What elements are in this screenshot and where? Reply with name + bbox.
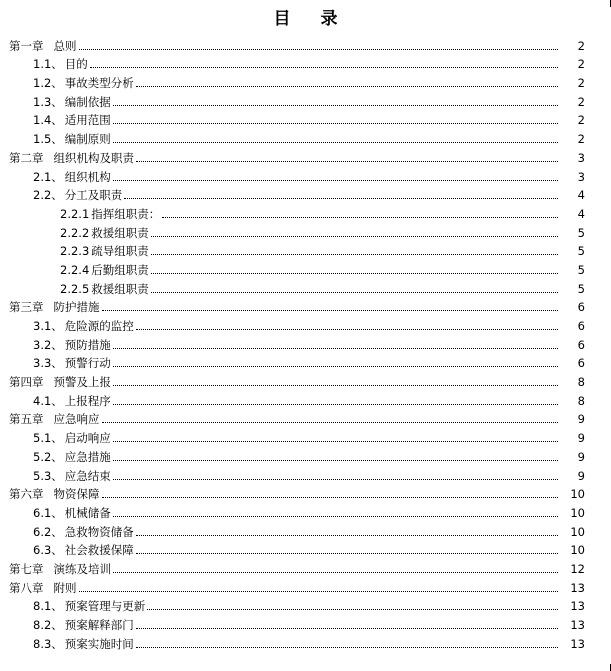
toc-page-number: 3: [577, 169, 585, 184]
toc-section-entry[interactable]: [0, 595, 611, 614]
toc-entry-number: 3.3、: [33, 356, 63, 371]
toc-entry-text: 适用范围: [64, 113, 111, 128]
toc-entry-text: 编制原则: [64, 132, 111, 147]
toc-dot-leader: [113, 441, 558, 442]
toc-section-entry[interactable]: [0, 165, 611, 184]
toc-page-number: 2: [577, 57, 585, 72]
toc-entry-text: 预案解释部门: [64, 618, 134, 632]
toc-section-entry[interactable]: [0, 389, 611, 408]
toc-dot-leader: [79, 591, 559, 592]
toc-page-number: 9: [577, 449, 585, 464]
toc-dot-leader: [147, 609, 558, 610]
toc-entry-text: 分工及职责: [64, 188, 123, 203]
toc-entry-label: [33, 319, 135, 333]
toc-page-number: 10: [570, 524, 585, 539]
toc-entry-label: [33, 170, 112, 184]
toc-section-entry[interactable]: [0, 314, 611, 333]
toc-subsection-entry[interactable]: [0, 277, 611, 296]
toc-entry-number: 2.2.1: [60, 206, 90, 221]
toc-chapter-entry[interactable]: [0, 146, 611, 165]
toc-dot-leader: [113, 460, 558, 461]
toc-dot-leader: [136, 647, 558, 648]
toc-entry-label: [9, 412, 101, 426]
toc-page-number: 10: [570, 487, 585, 502]
toc-entry-label: [60, 226, 150, 240]
toc-subsection-entry[interactable]: [0, 221, 611, 240]
toc-entry-text: 防护措施: [53, 300, 100, 315]
toc-entry-number: 2.2.2: [60, 225, 90, 240]
toc-entry-label: [60, 244, 150, 258]
toc-entry-number: 2.2.4: [60, 262, 90, 277]
toc-dot-leader: [79, 49, 559, 50]
toc-entry-label: [33, 469, 112, 483]
toc-entry-label: [9, 581, 78, 595]
toc-entry-label: [33, 599, 146, 613]
toc-entry-number: 第二章: [9, 150, 44, 165]
toc-dot-leader: [102, 422, 559, 423]
toc-entry-label: [33, 394, 112, 408]
toc-entry-number: 1.1、: [33, 57, 63, 72]
toc-entry-number: 6.2、: [33, 524, 63, 539]
toc-section-entry[interactable]: [0, 539, 611, 558]
toc-section-entry[interactable]: [0, 520, 611, 539]
toc-entry-text: 事故类型分析: [64, 76, 134, 91]
toc-section-entry[interactable]: [0, 445, 611, 464]
toc-dot-leader: [113, 348, 558, 349]
toc-page-number: 10: [570, 505, 585, 520]
toc-entry-label: [9, 151, 135, 165]
toc-section-entry[interactable]: [0, 127, 611, 146]
toc-entry-number: 3.1、: [33, 319, 63, 333]
toc-page-number: 4: [577, 188, 585, 203]
toc-page-number: 2: [577, 38, 585, 53]
toc-page-number: 2: [577, 132, 585, 147]
toc-page-number: 5: [577, 262, 585, 277]
toc-entry-number: 1.3、: [33, 94, 63, 109]
toc-page-number: 13: [570, 580, 585, 595]
toc-entry-label: [33, 338, 112, 352]
toc-chapter-entry[interactable]: [0, 296, 611, 315]
toc-section-entry[interactable]: [0, 501, 611, 520]
toc-page-number: 13: [570, 618, 585, 632]
toc-dot-leader: [124, 198, 558, 199]
toc-dot-leader: [113, 385, 558, 386]
toc-dot-leader: [113, 404, 558, 405]
toc-entry-text: 编制依据: [64, 94, 111, 109]
toc-page-number: 9: [577, 431, 585, 446]
toc-dot-leader: [136, 329, 558, 330]
toc-page-number: 5: [577, 281, 585, 296]
toc-entry-number: 1.5、: [33, 132, 63, 147]
toc-entry-label: [33, 95, 112, 109]
toc-entry-label: [33, 506, 112, 520]
toc-entry-label: [33, 525, 135, 539]
toc-entry-number: 5.1、: [33, 431, 63, 446]
toc-entry-number: 2.2.3: [60, 244, 90, 259]
toc-chapter-entry[interactable]: [0, 34, 611, 53]
toc-section-entry[interactable]: [0, 109, 611, 128]
toc-entry-label: [9, 487, 101, 501]
toc-entry-number: 4.1、: [33, 393, 63, 408]
toc-dot-leader: [113, 479, 558, 480]
toc-entry-number: 8.2、: [33, 618, 63, 632]
toc-entry-number: 第七章: [9, 561, 44, 576]
toc-entry-text: 救援组职责: [91, 225, 149, 240]
toc-entry-label: [9, 39, 78, 53]
toc-dot-leader: [113, 142, 558, 143]
toc-entry-label: [60, 282, 150, 296]
toc-dot-leader: [113, 123, 558, 124]
toc-entry-text: 启动响应: [64, 431, 111, 446]
toc-entry-text: 总则: [53, 38, 77, 53]
toc-page-number: 9: [577, 468, 585, 483]
toc-entry-label: [9, 375, 112, 389]
toc-subsection-entry[interactable]: [0, 258, 611, 277]
toc-dot-leader: [113, 516, 558, 517]
toc-entry-label: [60, 263, 150, 277]
toc-page-number: 4: [577, 206, 585, 221]
toc-list: [0, 34, 611, 651]
toc-dot-leader: [90, 67, 558, 68]
toc-page-number: 2: [577, 94, 585, 109]
toc-page-number: 9: [577, 412, 585, 427]
toc-subsection-entry[interactable]: [0, 202, 611, 221]
toc-entry-label: [60, 207, 161, 221]
toc-dot-leader: [136, 535, 558, 536]
toc-entry-label: [33, 618, 135, 632]
toc-page-number: 13: [570, 599, 585, 614]
toc-entry-number: 第六章: [9, 487, 44, 502]
toc-page-number: 13: [570, 636, 585, 651]
toc-entry-text: 应急结束: [64, 468, 111, 483]
toc-section-entry[interactable]: [0, 184, 611, 203]
toc-page-number: 8: [577, 393, 585, 408]
toc-entry-text: 预警及上报: [53, 375, 111, 390]
toc-entry-label: [33, 450, 112, 464]
toc-entry-label: [33, 57, 89, 71]
toc-chapter-entry[interactable]: [0, 408, 611, 427]
toc-entry-label: [33, 431, 112, 445]
toc-entry-number: 第一章: [9, 38, 44, 53]
toc-chapter-entry[interactable]: [0, 370, 611, 389]
toc-entry-number: 2.1、: [33, 169, 63, 184]
toc-page-number: 2: [577, 76, 585, 91]
toc-entry-text: 社会救援保障: [64, 543, 134, 558]
toc-chapter-entry[interactable]: [0, 483, 611, 502]
toc-page-number: 6: [577, 337, 585, 352]
toc-entry-text: 预防措施: [64, 337, 111, 352]
toc-chapter-entry[interactable]: [0, 576, 611, 595]
toc-entry-number: 6.1、: [33, 505, 63, 520]
toc-entry-label: [33, 76, 135, 90]
toc-entry-text: 救援组职责: [91, 281, 149, 296]
toc-entry-text: 预案实施时间: [64, 636, 134, 651]
toc-entry-text: 指挥组职责：: [91, 206, 161, 221]
toc-page-number: 12: [570, 561, 585, 576]
toc-entry-number: 5.2、: [33, 449, 63, 464]
toc-dot-leader: [136, 161, 558, 162]
toc-entry-text: 组织机构及职责: [53, 150, 134, 165]
toc-entry-text: 后勤组职责: [91, 262, 149, 277]
toc-dot-leader: [151, 236, 558, 237]
toc-entry-label: [33, 356, 112, 370]
toc-page-number: 10: [570, 543, 585, 558]
toc-entry-number: 6.3、: [33, 543, 63, 558]
toc-entry-label: [33, 132, 112, 146]
toc-entry-text: 疏导组职责: [91, 244, 149, 259]
toc-entry-text: 物资保障: [53, 487, 100, 502]
toc-dot-leader: [151, 254, 558, 255]
toc-section-entry[interactable]: [0, 90, 611, 109]
toc-entry-number: 2.2、: [33, 188, 63, 203]
toc-dot-leader: [136, 628, 558, 629]
toc-dot-leader: [136, 86, 558, 87]
toc-title: 目 录: [273, 9, 350, 29]
toc-entry-text: 机械储备: [64, 505, 111, 520]
toc-page-number: 5: [577, 244, 585, 259]
toc-entry-text: 组织机构: [64, 169, 111, 184]
toc-entry-number: 2.2.5: [60, 281, 90, 296]
toc-entry-number: 第三章: [9, 300, 44, 315]
toc-page-number: 2: [577, 113, 585, 128]
toc-entry-text: 目的: [64, 57, 88, 72]
toc-entry-text: 演练及培训: [53, 561, 111, 576]
toc-entry-label: [9, 562, 112, 576]
toc-section-entry[interactable]: [0, 426, 611, 445]
toc-chapter-entry[interactable]: [0, 557, 611, 576]
toc-entry-number: 1.4、: [33, 113, 63, 128]
toc-page-number: 6: [577, 300, 585, 315]
toc-page-number: 3: [577, 150, 585, 165]
toc-dot-leader: [113, 105, 558, 106]
toc-section-entry[interactable]: [0, 333, 611, 352]
toc-entry-number: 第五章: [9, 412, 44, 427]
toc-entry-label: [33, 637, 135, 651]
toc-entry-number: 第八章: [9, 580, 44, 595]
toc-entry-number: 3.2、: [33, 337, 63, 352]
toc-entry-label: [9, 300, 101, 314]
toc-page-number: 6: [577, 356, 585, 371]
toc-section-entry[interactable]: [0, 71, 611, 90]
toc-dot-leader: [151, 292, 558, 293]
toc-entry-text: 预案管理与更新: [64, 599, 146, 614]
toc-entry-number: 5.3、: [33, 468, 63, 483]
toc-entry-number: 1.2、: [33, 76, 63, 91]
toc-entry-label: [33, 113, 112, 127]
toc-section-entry[interactable]: [0, 53, 611, 72]
toc-section-entry[interactable]: [0, 352, 611, 371]
toc-entry-number: 8.1、: [33, 599, 63, 614]
toc-section-entry[interactable]: [0, 464, 611, 483]
toc-dot-leader: [102, 310, 559, 311]
toc-entry-text: 预警行动: [64, 356, 111, 371]
toc-entry-number: 第四章: [9, 375, 44, 390]
toc-entry-text: 危险源的监控: [64, 319, 134, 333]
toc-dot-leader: [113, 572, 558, 573]
toc-entry-label: [33, 188, 123, 202]
toc-page-number: 6: [577, 319, 585, 333]
toc-entry-text: 上报程序: [64, 393, 111, 408]
toc-entry-text: 急救物资储备: [64, 524, 134, 539]
toc-subsection-entry[interactable]: [0, 240, 611, 259]
toc-section-entry[interactable]: [0, 632, 611, 651]
toc-page-number: 5: [577, 225, 585, 240]
toc-entry-label: [33, 543, 135, 557]
toc-entry-text: 应急响应: [53, 412, 100, 427]
toc-entry-text: 附则: [53, 580, 77, 595]
toc-entry-text: 应急措施: [64, 449, 111, 464]
toc-dot-leader: [151, 273, 558, 274]
toc-section-entry[interactable]: [0, 613, 611, 632]
toc-dot-leader: [102, 497, 559, 498]
toc-dot-leader: [162, 217, 558, 218]
toc-entry-number: 8.3、: [33, 636, 63, 651]
toc-page-number: 8: [577, 375, 585, 390]
toc-dot-leader: [136, 553, 558, 554]
toc-dot-leader: [113, 180, 558, 181]
toc-dot-leader: [113, 366, 558, 367]
